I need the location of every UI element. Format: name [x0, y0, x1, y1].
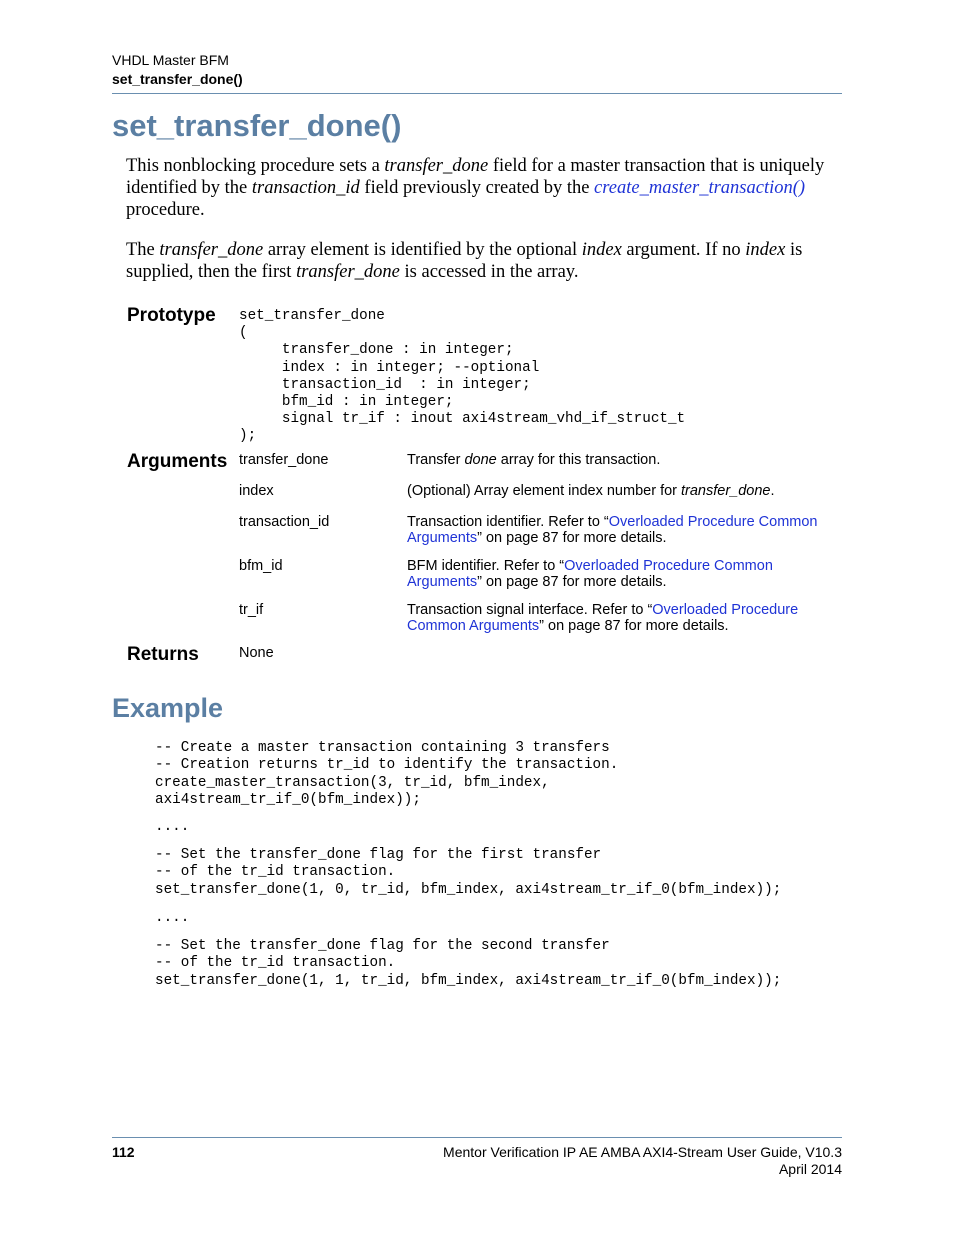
intro-text: field for a master transaction that is uniquely identified by the	[126, 156, 825, 198]
arg-desc-emphasis: done	[464, 452, 497, 468]
arg-desc-text: ” on page 87 for more details.	[477, 530, 667, 546]
intro-text: is accessed in the array.	[399, 262, 579, 282]
intro-text: array element is identified by the optional	[263, 240, 582, 260]
example-code-block-1: -- Create a master transaction containing 3 transfers -- Creation returns tr_id to identify the transaction. create_master_transaction(3, tr_id, bfm_index, axi4stream_tr_if_0(bfm_index));	[155, 740, 619, 808]
example-code-block-3: -- Set the transfer_done flag for the second transfer -- of the tr_id transaction. set_transfer_done(1, 1, tr_id, bfm_index, axi4stream_tr_if_0(bfm_index));	[155, 938, 782, 989]
overloaded-procedure-link[interactable]: Overloaded Procedure Common Arguments	[407, 602, 799, 634]
intro-paragraph-2	[126, 239, 846, 283]
arg-name-transaction-id: transaction_id	[239, 514, 330, 530]
intro-emphasis: transfer_done	[384, 156, 489, 176]
overloaded-procedure-link[interactable]: Overloaded Procedure Common Arguments	[407, 558, 773, 590]
example-heading: Example	[112, 693, 224, 723]
intro-text: is supplied, then the first	[126, 240, 803, 282]
prototype-label: Prototype	[127, 305, 216, 326]
arguments-label: Arguments	[127, 451, 228, 472]
arg-desc-text: .	[770, 483, 775, 499]
arg-desc-tr-if	[407, 602, 837, 634]
footer-date: April 2014	[778, 1161, 842, 1177]
overloaded-procedure-link[interactable]: Overloaded Procedure Common Arguments	[407, 514, 818, 546]
running-header-section: VHDL Master BFM	[112, 52, 229, 68]
page-number: 112	[112, 1144, 135, 1160]
intro-emphasis: transfer_done	[296, 262, 400, 282]
arg-name-bfm-id: bfm_id	[239, 558, 283, 574]
example-ellipsis-2: ....	[155, 910, 190, 926]
create-master-transaction-link[interactable]: create_master_transaction()	[594, 178, 806, 198]
arg-desc-text: Transfer	[407, 452, 465, 468]
arg-desc-text: ” on page 87 for more details.	[477, 574, 667, 590]
intro-text: This nonblocking procedure sets a	[126, 156, 385, 176]
arg-name-index: index	[239, 483, 274, 499]
arg-desc-bfm-id	[407, 558, 837, 590]
arg-name-transfer-done: transfer_done	[239, 452, 329, 468]
running-header-topic: set_transfer_done()	[112, 71, 243, 87]
page-title: set_transfer_done()	[112, 108, 402, 143]
intro-emphasis: transaction_id	[251, 178, 360, 198]
arg-desc-text: array for this transaction.	[496, 452, 661, 468]
intro-emphasis: index	[581, 240, 622, 260]
returns-label: Returns	[127, 644, 199, 665]
footer-doc-title: Mentor Verification IP AE AMBA AXI4-Stream User Guide, V10.3	[443, 1144, 842, 1160]
arg-desc-text: BFM identifier. Refer to “	[407, 558, 565, 574]
example-ellipsis-1: ....	[155, 819, 190, 835]
footer-rule	[112, 1137, 842, 1138]
intro-text: argument. If no	[621, 240, 746, 260]
returns-value: None	[239, 645, 274, 661]
arg-desc-text: Transaction signal interface. Refer to “	[407, 602, 653, 618]
arg-desc-transfer-done	[407, 452, 837, 468]
header-rule	[112, 93, 842, 94]
arg-desc-text: ” on page 87 for more details.	[539, 618, 729, 634]
prototype-code: set_transfer_done ( transfer_done : in integer; index : in integer; --optional transaction_id : in integer; bfm_id : in integer; signal tr_if : inout axi4stream_vhd_if_struct_t );	[239, 308, 686, 445]
example-code-block-2: -- Set the transfer_done flag for the first transfer -- of the tr_id transaction. set_transfer_done(1, 0, tr_id, bfm_index, axi4stream_tr_if_0(bfm_index));	[155, 847, 782, 898]
arg-desc-text: Transaction identifier. Refer to “	[407, 514, 609, 530]
intro-paragraph-1	[126, 155, 846, 221]
arg-name-tr-if: tr_if	[239, 602, 264, 618]
arg-desc-text: (Optional) Array element index number for	[407, 483, 682, 499]
intro-emphasis: transfer_done	[159, 240, 264, 260]
arg-desc-emphasis: transfer_done	[681, 483, 771, 499]
arg-desc-index	[407, 483, 837, 499]
arg-desc-transaction-id	[407, 514, 837, 546]
intro-emphasis: index	[745, 240, 786, 260]
intro-text: The	[126, 240, 160, 260]
intro-text: procedure.	[126, 200, 205, 220]
intro-text: field previously created by the	[359, 178, 595, 198]
